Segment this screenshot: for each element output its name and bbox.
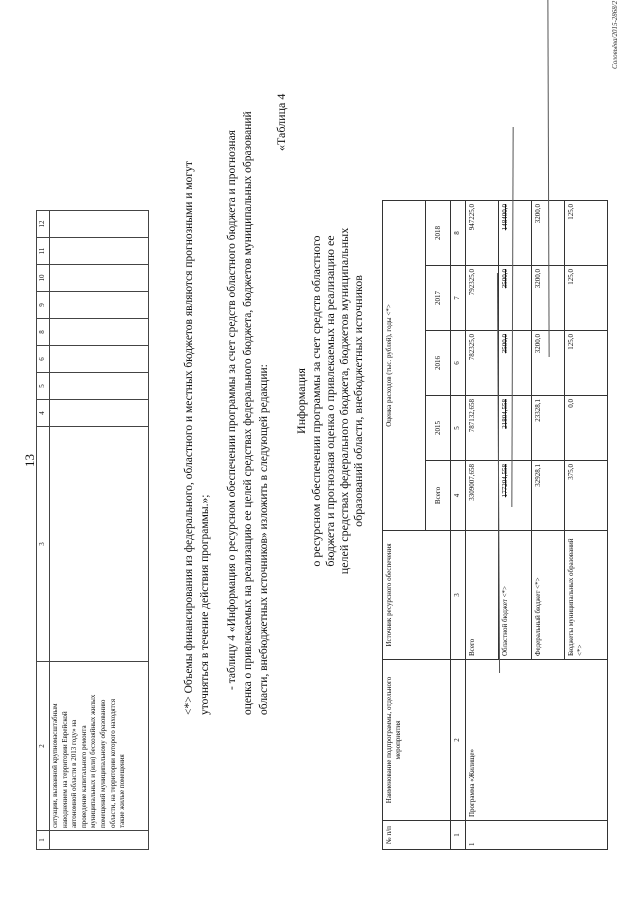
source-cell: Бюджеты муниципальных образований <*> <box>565 531 608 660</box>
value-cell: 3200,0 <box>532 201 565 266</box>
amendment-line: оценка о привлекаемых на реализацию ее целей средствах федерального бюджета, бюджетов муниципальных образований <box>242 111 254 715</box>
amendment-line: области, внебюджетных источников» изложить в следующей редакции: <box>258 364 270 715</box>
col-number: 1 <box>37 831 50 850</box>
col-number: 1 <box>451 821 466 850</box>
value-cell: 125,0 <box>565 201 608 266</box>
value-cell: 125,0 <box>565 331 608 396</box>
value-cell: 792325,0 <box>466 266 499 331</box>
footnote-line: уточняться в течение действия программы.»; <box>199 494 211 715</box>
text-line: проведение капитального ремонта <box>79 725 88 828</box>
table-cell <box>50 265 149 292</box>
column-number-row <box>451 201 466 850</box>
col-number: 12 <box>37 211 50 238</box>
signature-note: Соловьёва/2015-2868/2 <box>611 0 619 69</box>
text-line: муниципальных и (или) бесхозяйных жилых <box>89 694 98 828</box>
col-number: 3 <box>37 427 50 662</box>
table-cell <box>50 346 149 373</box>
col-number: 7 <box>451 266 466 331</box>
value-cell: 782325,0 <box>466 331 499 396</box>
table-title-line: бюджета и прогнозная оценка о привлекаемых на реализацию ее <box>323 235 337 567</box>
header-row <box>383 201 426 850</box>
header-num: № п/п <box>383 821 451 850</box>
header-estimate: Оценка расходов (тыс. рублей), годы <*> <box>383 201 426 531</box>
header-name: Наименование подпрограммы, отдельного мероприятия <box>383 660 451 821</box>
value-cell: 3500,0 <box>499 331 532 396</box>
col-number: 8 <box>37 319 50 346</box>
value-cell: 3500,0 <box>499 266 532 331</box>
table-cell <box>50 238 149 265</box>
measure-text-cell <box>50 662 149 831</box>
col-number: 9 <box>37 292 50 319</box>
header-total: Всего <box>426 461 451 531</box>
value-cell: 0,0 <box>565 396 608 461</box>
text-line: наводнением на территории Еврейской <box>60 711 69 828</box>
col-number: 4 <box>451 461 466 531</box>
value-cell: 3200,0 <box>532 266 565 331</box>
continuation-table <box>36 210 149 850</box>
header-source: Источник ресурсного обеспечения <box>383 531 451 660</box>
table-title-line: образований области, внебюджетных источников <box>351 275 365 527</box>
text-line: ситуации, вызванной крупномасштабным <box>51 703 59 828</box>
table-cell <box>50 211 149 238</box>
table-cell <box>50 373 149 400</box>
text-line: автономной области в 2013 году» на <box>70 719 79 828</box>
col-number: 11 <box>37 238 50 265</box>
col-number: 2 <box>451 660 466 821</box>
source-cell: Федеральный бюджет <*> <box>532 531 565 660</box>
table-title-heading: Информация <box>294 368 308 434</box>
table-label: «Таблица 4 <box>274 93 288 151</box>
header-year: 2015 <box>426 396 451 461</box>
value-cell: 3309007,658 <box>466 461 499 531</box>
program-name: Программа «Жилище» <box>466 660 608 821</box>
value-cell: 125,0 <box>565 266 608 331</box>
col-number: 10 <box>37 265 50 292</box>
col-number: 5 <box>451 396 466 461</box>
value-cell: 148400,0 <box>499 201 532 266</box>
value-cell: 787132,658 <box>466 396 499 461</box>
source-cell: Всего <box>466 531 499 660</box>
table-row <box>466 201 499 850</box>
col-number: 2 <box>37 662 50 831</box>
source-cell: Областной бюджет <*> <box>499 531 532 660</box>
value-cell: 3200,0 <box>532 331 565 396</box>
header-year: 2018 <box>426 201 451 266</box>
text-line: такие жилые помещения <box>118 754 127 828</box>
pen-underline-mark <box>547 0 549 357</box>
header-year: 2016 <box>426 331 451 396</box>
table-title-line: целей средствах федерального бюджета, бюджетов муниципальных <box>337 227 351 575</box>
resource-table <box>382 200 608 850</box>
table-cell <box>50 400 149 427</box>
table-cell <box>50 292 149 319</box>
footnote-line: <*> Объемы финансирования из федерального, областного и местных бюджетов являются прогнозными и могут <box>183 161 195 715</box>
col-number: 6 <box>37 346 50 373</box>
table-title-line: о ресурсном обеспечении программы за счет средств областного <box>309 235 323 567</box>
value-cell: 375,0 <box>565 461 608 531</box>
col-number: 3 <box>451 531 466 660</box>
col-number: 5 <box>37 373 50 400</box>
value-cell: 947225,0 <box>466 201 499 266</box>
page-number: 13 <box>22 454 37 467</box>
value-cell: 21804,558 <box>499 396 532 461</box>
table-cell <box>50 319 149 346</box>
program-num: 1 <box>466 821 608 850</box>
amendment-line: - таблицу 4 «Информация о ресурсном обеспечении программы за счет средств областного бюджета и прогнозная <box>226 130 238 690</box>
table-cell <box>50 427 149 662</box>
table-cell <box>50 831 149 850</box>
text-line: помещений муниципальному образованию <box>98 699 107 828</box>
col-number: 6 <box>451 331 466 396</box>
col-number: 4 <box>37 400 50 427</box>
header-year: 2017 <box>426 266 451 331</box>
col-number: 8 <box>451 201 466 266</box>
value-cell: 32928,1 <box>532 461 565 531</box>
value-cell: 23328,1 <box>532 396 565 461</box>
text-line: области, на территории которого находятся <box>108 698 117 828</box>
continuation-header-row <box>37 211 50 850</box>
value-cell: 177204,558 <box>499 461 532 531</box>
continuation-row <box>50 211 149 850</box>
